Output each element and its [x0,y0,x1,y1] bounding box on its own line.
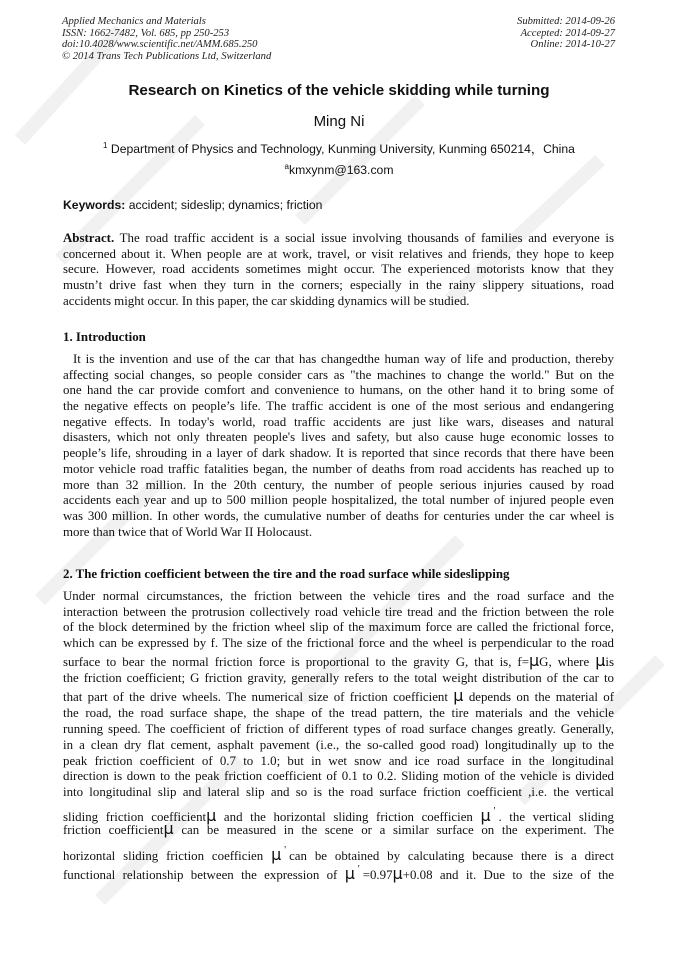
introduction-body [63,352,614,540]
journal-name: Applied Mechanics and Materials [62,16,206,27]
journal-header [62,16,271,62]
paragraph-line: which can be expressed by f. The size of the frictional force and the wheel is perpendicular to the road [63,636,614,651]
paragraph-line: direction is down to the peak friction coefficient of 0.1 to 0.2. Sliding motion of the vehicle is divided [63,769,614,784]
keywords-text: accident; sideslip; dynamics; friction [125,198,323,212]
paragraph-line: accidents each year and up to 500 million people hospitalized, the total number of injured people even [63,493,614,508]
doi-link[interactable]: doi:10.4028/www.scientific.net/AMM.685.250 [62,39,258,51]
abstract-label: Abstract. [63,231,115,245]
keywords-label: Keywords: [63,198,126,212]
paragraph-line: running speed. The coefficient of friction of different types of road surface changes greatly. Generally, [63,722,614,737]
abstract-line: concerned about it. When people are at work, travel, or visit relatives and friends, they hope to keep [63,246,614,261]
author-name: Ming Ni [313,113,365,130]
paragraph-line: motor vehicle road traffic fatalities began, the number of deaths from road accidents has reached up to [63,461,614,476]
abstract-line: mustn’t drive fast when they turn in the corners; especially in the rainy slippery situations, road [63,278,614,293]
paragraph-line: into longitudinal slip and lateral slip and so is the road surface friction coefficient ,i.e. the vertical [63,784,614,799]
mu-prime-symbol: μ [271,844,282,864]
prime-mark: ' [357,864,360,876]
paragraph-line: interaction between the protrusion collectively road vehicle tire tread and the friction between the role [63,604,614,619]
paragraph-line: It is the invention and use of the car that has changedthe human way of life and production, thereby [73,352,614,366]
author-affiliation [0,140,678,157]
paragraph-line: functional relationship between the expression of μ ' =0.97μ+0.08 and it. Due to the size of the [63,864,614,884]
friction-section-body [63,589,615,884]
paper-title: Research on Kinetics of the vehicle skidding while turning [128,82,550,99]
paragraph-line: Under normal circumstances, the friction between the vehicle tires and the road surface and the [63,589,614,603]
paragraph-line: surface to bear the normal friction force is proportional to the gravity G, that is, f=μG, where μis [63,650,614,670]
paragraph-line: more than 32 million. In the 20th century, the number of people serious injuries caused by road [63,477,614,492]
prime-mark: ' [284,844,287,856]
abstract [63,231,614,309]
paragraph-line: sliding friction coefficientμ and the horizontal sliding friction coefficien μ ' . the vertical sliding [63,805,615,825]
mu-symbol: μ [392,864,403,884]
paragraph-line: affecting social changes, so people consider cars as "the machines to change the world." But on the [63,367,614,382]
affiliation-text: Department of Physics and Technology, Kunming University, Kunming 650214，China [107,142,575,156]
accepted-date: Accepted: 2014-09-27 [520,27,615,39]
paragraph-line: the road, the road surface shape, the shape of the tread pattern, the tire materials and the vehicle [63,706,614,721]
author-email [0,162,678,177]
online-date: Online: 2014-10-27 [530,39,615,51]
mu-symbol: μ [453,685,464,705]
copyright: © 2014 Trans Tech Publications Ltd, Switzerland [62,50,272,62]
mu-symbol: μ [595,650,606,670]
mu-symbol: μ [206,805,217,825]
paragraph-line: the friction coefficient; G friction gravity, generally refers to the total weight distribution of the car to [63,671,614,686]
submitted-date: Submitted: 2014-09-26 [517,16,615,27]
email-address[interactable]: kmxynm@163.com [288,163,394,177]
section-heading-friction-coefficient: 2. The friction coefficient between the tire and the road surface while sideslipping [63,567,510,581]
email-marker: a [284,162,289,171]
paragraph-line: people’s life, shrouding in a layer of dark shadow. It is reported that since records that there have been [63,446,614,461]
paragraph-line: that part of the drive wheels. The numerical size of friction coefficient μ depends on the material of [63,685,614,705]
abstract-line: secure. However, road accidents sometimes might occur. The experienced motorists know that they [63,262,614,277]
issn-info: ISSN: 1662-7482, Vol. 685, pp 250-253 [62,27,230,39]
mu-symbol: μ [163,819,174,839]
paragraph-line: one hand the car provide comfort and convenience to humans, on the other hand it to bring some of [63,383,614,398]
paragraph-line: friction coefficientμ can be measured in the scene or a similar surface on the experiment. The [63,819,614,839]
paragraph-line: of the block determined by the friction wheel slip of the maximum force are called the frictional force, [63,620,614,635]
affiliation-marker: 1 [103,141,108,150]
paragraph-line: in a clean dry flat cement, asphalt pavement (i.e., the so-called good road) longitudinally up to the [63,737,614,752]
mu-prime-symbol: μ [480,805,491,825]
keywords [63,198,322,212]
paragraph-line: horizontal sliding friction coefficien μ ' can be obtained by calculating because there is a direct [63,844,615,864]
section-heading-introduction: 1. Introduction [63,330,146,344]
paragraph-line: disasters, which not only threaten people's lives and safety, but also cause huge economic losses to [63,430,614,445]
mu-symbol: μ [528,650,540,670]
abstract-line: accidents might occur. In this paper, the car skidding dynamics will be studied. [63,293,470,308]
mu-prime-symbol: μ [344,864,355,884]
abstract-line: Abstract. The road traffic accident is a social issue involving thousands of families and everyone is [63,231,614,245]
paragraph-line: more than twice that of World War II Holocaust. [63,524,313,539]
paragraph-line: negative effects. In today's world, road traffic accidents are just like wars, diseases and natural [63,414,614,429]
paragraph-line: the negative effects on people’s life. The traffic accident is one of the most serious and endangering [63,399,614,414]
publication-dates [517,16,615,51]
paragraph-line: peak friction coefficient of 0.7 to 1.0; but in wet snow and ice road surface in the longitudinal [63,753,614,768]
prime-mark: ' [493,805,496,817]
paragraph-line: was 300 million. In other words, the cumulative number of deaths for centuries under the car wheel is [63,508,614,523]
